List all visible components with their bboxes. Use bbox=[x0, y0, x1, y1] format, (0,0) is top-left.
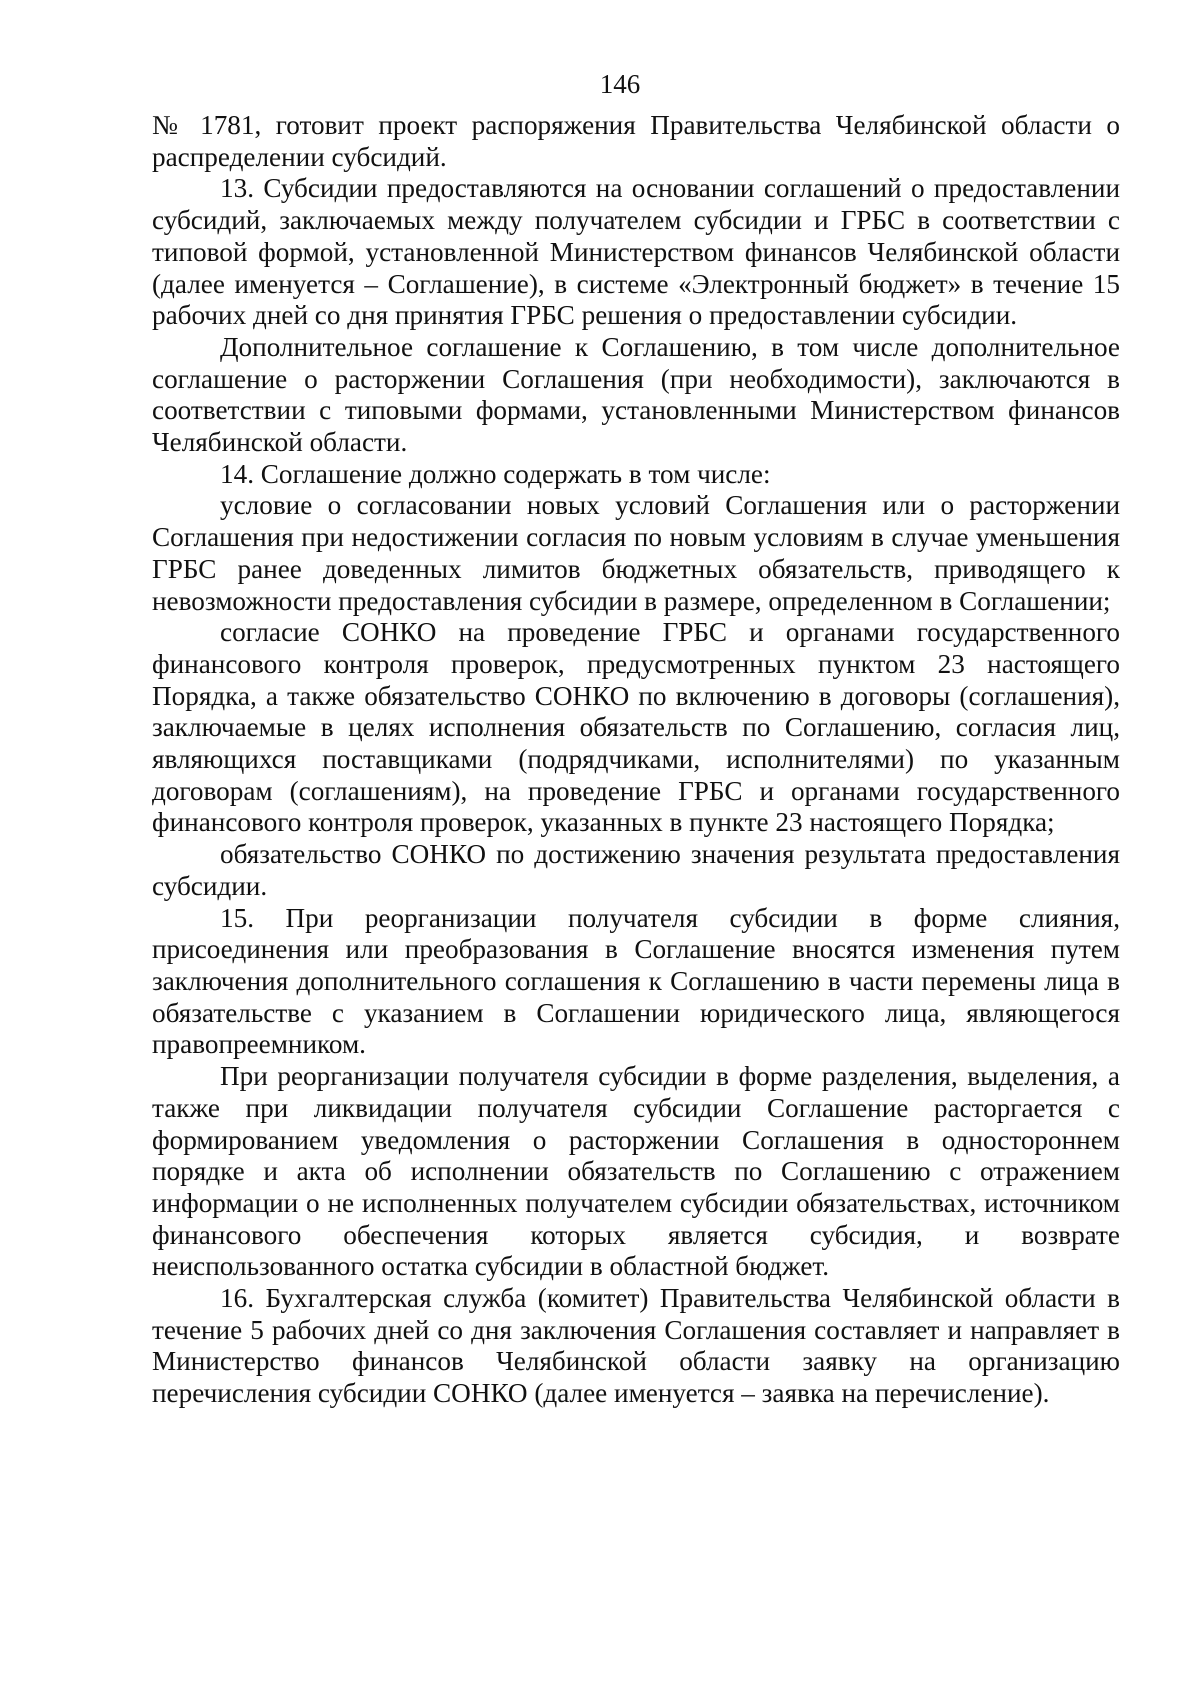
paragraph-item-16: 16. Бухгалтерская служба (комитет) Правительства Челябинской области в течение 5 рабочих дней со дня заключения Соглашения составляет и направляет в Министерство финансов Челябинской области заявку на организацию перечисления субсидии СОНКО (далее именуется – заявка на перечисление). bbox=[152, 1283, 1120, 1409]
paragraph-obligation: обязательство СОНКО по достижению значения результата предоставления субсидии. bbox=[152, 839, 1120, 901]
paragraph-additional-agreement: Дополнительное соглашение к Соглашению, в том числе дополнительное соглашение о расторжении Соглашения (при необходимости), заключаются в соответствии с типовыми формами, установленными Министерством финансов Челябинской области. bbox=[152, 331, 1120, 458]
paragraph-reorganization: При реорганизации получателя субсидии в форме разделения, выделения, а также при ликвидации получателя субсидии Соглашение расторгается с формированием уведомления о расторжении Соглашения в одностороннем порядке и акта об исполнении обязательств по Соглашению с отражением информации о не исполненных получателем субсидии обязательствах, источником финансового обеспечения которых является субсидия, и возврате неиспользованного остатка субсидии в областной бюджет. bbox=[152, 1061, 1120, 1282]
paragraph-item-14: 14. Соглашение должно содержать в том числе: bbox=[220, 458, 771, 489]
paragraph-consent: согласие СОНКО на проведение ГРБС и органами государственного финансового контроля проверок, предусмотренных пунктом 23 настоящего Порядка, а также обязательство СОНКО по включению в договоры (соглашения), заключаемые в целях исполнения обязательств по Соглашению, согласия лиц, являющихся поставщиками (подрядчиками, исполнителями) по указанным договорам (соглашениям), на проведение ГРБС и органами государственного финансового контроля проверок, указанных в пункте 23 настоящего Порядка; bbox=[152, 617, 1120, 838]
paragraph-condition: условие о согласовании новых условий Соглашения или о расторжении Соглашения при недостижении согласия по новым условиям в случае уменьшения ГРБС ранее доведенных лимитов бюджетных обязательств, приводящего к невозможности предоставления субсидии в размере, определенном в Соглашении; bbox=[152, 490, 1120, 616]
page-number: 146 bbox=[599, 69, 641, 99]
paragraph-continuation: № 1781, готовит проект распоряжения Правительства Челябинской области о распределении субсидий. bbox=[152, 110, 1120, 172]
document-body bbox=[152, 110, 1120, 1410]
paragraph-item-15: 15. При реорганизации получателя субсидии в форме слияния, присоединения или преобразования в Соглашение вносятся изменения путем заключения дополнительного соглашения к Соглашению в части перемены лица в обязательстве с указанием в Соглашении юридического лица, являющегося правопреемником. bbox=[152, 902, 1120, 1060]
paragraph-item-13: 13. Субсидии предоставляются на основании соглашений о предоставлении субсидий, заключаемых между получателем субсидии и ГРБС в соответствии с типовой формой, установленной Министерством финансов Челябинской области (далее именуется – Соглашение), в системе «Электронный бюджет» в течение 15 рабочих дней со дня принятия ГРБС решения о предоставлении субсидии. bbox=[152, 173, 1120, 331]
